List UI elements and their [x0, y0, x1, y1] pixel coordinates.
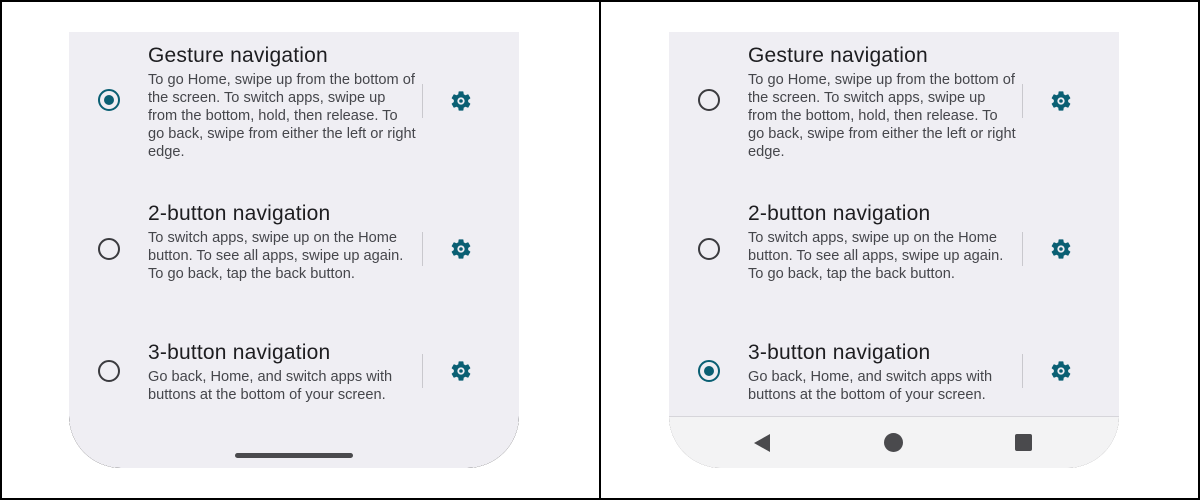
vertical-separator [422, 232, 423, 266]
gesture-handle[interactable] [235, 453, 353, 458]
option-title: 2-button navigation [148, 202, 331, 225]
option-description: To go Home, swipe up from the bottom of the screen. To switch apps, swipe up from the bottom, hold, then release. To go back, swipe from either the left or right edge. [148, 72, 416, 160]
radio-2-button-navigation[interactable] [98, 238, 120, 260]
option-description: To switch apps, swipe up on the Home button. To see all apps, swipe up again. To go back, tap the back button. [748, 230, 1004, 282]
phone-screen [669, 32, 1119, 468]
option-description: To switch apps, swipe up on the Home button. To see all apps, swipe up again. To go back, tap the back button. [148, 230, 404, 282]
option-2-button-navigation[interactable] [69, 182, 519, 322]
option-title: Gesture navigation [148, 44, 328, 67]
option-3-button-navigation[interactable] [69, 322, 519, 422]
option-description: Go back, Home, and switch apps with buttons at the bottom of your screen. [748, 369, 993, 403]
gear-icon[interactable] [449, 359, 473, 383]
vertical-separator [422, 354, 423, 388]
option-gesture-navigation[interactable] [69, 32, 519, 182]
option-title: Gesture navigation [748, 44, 928, 67]
phone-screen [69, 32, 519, 468]
back-icon[interactable] [754, 434, 770, 452]
radio-gesture-navigation[interactable] [98, 89, 120, 111]
option-title: 2-button navigation [748, 202, 931, 225]
gear-icon[interactable] [1049, 237, 1073, 261]
home-icon[interactable] [884, 433, 903, 452]
option-3-button-navigation[interactable] [669, 322, 1119, 416]
option-2-button-navigation[interactable] [669, 182, 1119, 322]
three-button-nav-bar [669, 417, 1119, 468]
gear-icon[interactable] [1049, 359, 1073, 383]
radio-3-button-navigation[interactable] [98, 360, 120, 382]
vertical-separator [1022, 232, 1023, 266]
vertical-separator [1022, 84, 1023, 118]
option-title: 3-button navigation [748, 341, 931, 364]
radio-gesture-navigation[interactable] [698, 89, 720, 111]
recents-icon[interactable] [1015, 434, 1032, 451]
gear-icon[interactable] [449, 89, 473, 113]
radio-3-button-navigation[interactable] [698, 360, 720, 382]
option-description: To go Home, swipe up from the bottom of the screen. To switch apps, swipe up from the bottom, hold, then release. To go back, swipe from either the left or right edge. [748, 72, 1016, 160]
vertical-separator [1022, 354, 1023, 388]
option-description: Go back, Home, and switch apps with buttons at the bottom of your screen. [148, 369, 393, 403]
option-title: 3-button navigation [148, 341, 331, 364]
radio-2-button-navigation[interactable] [698, 238, 720, 260]
vertical-separator [422, 84, 423, 118]
option-gesture-navigation[interactable] [669, 32, 1119, 182]
gear-icon[interactable] [449, 237, 473, 261]
settings-list [69, 32, 519, 468]
gear-icon[interactable] [1049, 89, 1073, 113]
settings-list [669, 32, 1119, 468]
panel-three-button-selected [600, 0, 1200, 500]
